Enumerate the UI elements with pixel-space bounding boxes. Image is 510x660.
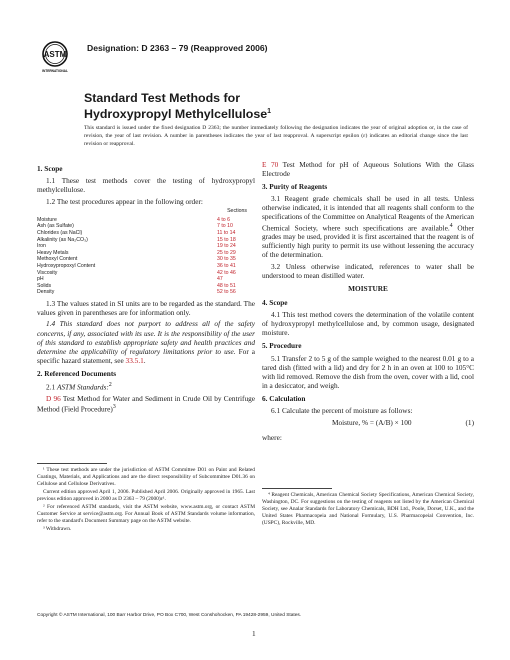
footnotes-left [37, 467, 255, 534]
astm-logo [37, 39, 73, 75]
sections-row-name: Ash (as Sulfate) [37, 223, 74, 230]
document-title [84, 91, 271, 121]
sections-row [37, 250, 255, 257]
sections-row [37, 243, 255, 250]
sections-row-name: Heavy Metals [37, 249, 69, 256]
paragraph-3-1: 3.1 Reagent grade chemicals shall be used in all tests. Unless otherwise indicated, it is intended that all reagents shall conform to the specifications of the Committee on Analytical Reagents of the American Chemical Society, where such specifications are available.$^4$ Other grades may be used, provided it is first ascertained that the reagent is of sufficiently high purity to permit its use without lessening the accuracy of the determination. [262, 194, 474, 260]
footnote-divider-left [37, 463, 107, 464]
sections-row-name: pH [37, 276, 44, 283]
paragraph-1-4: 1.4 This standard does not purport to address all of the safety concerns, if any, associated with its use. It is the responsibility of the user of this standard to establish appropriate safety and health practices and determine the applicability of regulatory limitations prior to use. For a specific hazard statement, see 33.5.1. [37, 319, 255, 365]
sections-row-link[interactable]: 48 to 51 [217, 282, 236, 289]
copyright-line: Copyright © ASTM International, 100 Barr Harbor Drive, PO Box C700, West Conshohocken, PA 19428-2959, United States. [37, 613, 302, 618]
sections-row-name: Chlorides (as NaCl) [37, 229, 83, 236]
equation-text: Moisture, % = (A/B) × 100 [332, 418, 412, 428]
designation: Designation: D 2363 – 79 (Reapproved 2006) [87, 43, 268, 53]
section-heading-purity: 3. Purity of Reagents [262, 182, 328, 192]
sections-row [37, 223, 255, 230]
right-column [262, 160, 474, 445]
sections-row-name: Moisture [37, 216, 57, 223]
footnotes-right [262, 492, 474, 528]
sections-column-header: Sections [227, 208, 247, 215]
reference-e70: E 70 Test Method for pH of Aqueous Solutions With the Glass Electrode [262, 160, 474, 179]
sections-row-name: Methoxyl Content [37, 256, 78, 263]
section-heading-calculation: 6. Calculation [262, 393, 306, 403]
footnote-4: ⁴ Reagent Chemicals, American Chemical Society Specifications, American Chemical Society, Washington, DC. For suggestions on the testing of reagents not listed by the American Chemical Society, see Analar Standards for Laboratory Chemicals, BDH Ltd., Poole, Dorset, U.K., and the United States Pharmacopeia and National Formulary, U.S. Pharmacopeial Convention, Inc. (USPC), Rockville, MD. [262, 492, 474, 526]
sections-row-name: Hydroxypropoxyl Content [37, 262, 96, 269]
footnote-1: ¹ These test methods are under the jurisdiction of ASTM Committee D01 on Paint and Related Coatings, Materials, and Applications and are the direct responsibility of Subcommittee D01.36 on Cellulose and Cellulose Derivatives. [37, 467, 255, 487]
sections-row [37, 230, 255, 237]
equation-number: (1) [465, 418, 474, 428]
svg-text:ASTM: ASTM [43, 50, 67, 59]
sections-row [37, 289, 255, 296]
sections-row [37, 283, 255, 290]
link-d96[interactable]: D 96 [46, 393, 61, 403]
equation-1 [262, 418, 474, 427]
sections-row-link[interactable]: 36 to 41 [217, 262, 236, 269]
title-line-2: Hydroxypropyl Methylcellulose$^1$ [84, 107, 272, 122]
footnote-2: ² For referenced ASTM standards, visit the ASTM website, www.astm.org, or contact ASTM Customer Service at service@astm.org. For Annual Book of ASTM Standards volume information, refer to the standard's Document Summary page on the ASTM website. [37, 504, 255, 524]
section-heading-referenced: 2. Referenced Documents [37, 368, 117, 378]
sections-row-name: Solids [37, 282, 52, 289]
sections-row [37, 276, 255, 283]
section-heading-scope-4: 4. Scope [262, 298, 288, 308]
paragraph-2-1: 2.1 ASTM Standards:$^2$ [46, 382, 112, 392]
section-heading-procedure: 5. Procedure [262, 341, 302, 351]
left-column [37, 160, 255, 416]
sections-row-link[interactable]: 19 to 24 [217, 243, 236, 250]
sections-row-link[interactable]: 25 to 29 [217, 249, 236, 256]
link-e70[interactable]: E 70 [262, 160, 279, 169]
footnote-3: ³ Withdrawn. [43, 526, 72, 532]
title-line-1: Standard Test Methods for [84, 91, 241, 105]
sections-row-link[interactable]: 7 to 10 [217, 223, 233, 230]
sections-row [37, 263, 255, 270]
sections-row-link[interactable]: 42 to 46 [217, 269, 236, 276]
paragraph-1-2: 1.2 The test procedures appear in the following order: [46, 196, 203, 206]
svg-text:INTERNATIONAL: INTERNATIONAL [42, 69, 68, 73]
paragraph-3-2: 3.2 Unless otherwise indicated, references to water shall be understood to mean distilled water. [262, 261, 474, 280]
section-heading-scope: 1. Scope [37, 164, 63, 173]
sections-row [37, 217, 255, 224]
sections-row-link[interactable]: 52 to 56 [217, 289, 236, 296]
sections-table [37, 208, 255, 296]
footnote-divider-right [262, 488, 332, 489]
paragraph-1-1: 1.1 These test methods cover the testing of hydroxypropyl methylcellulose. [37, 176, 255, 195]
where-label: where: [262, 433, 282, 443]
sections-row-name: Density [37, 289, 55, 296]
page-number: 1 [252, 629, 256, 638]
sections-row-link[interactable]: 47 [217, 276, 223, 283]
paragraph-4-1: 4.1 This test method covers the determination of the volatile content of hydroxypropyl methylcellulose and, by common usage, designated moisture. [262, 310, 474, 338]
footnote-1-edition: Current edition approved April 1, 2006. Published April 2006. Originally approved in 1965. Last previous edition approved in 2000 as D 2363 – 79 (2000)ε¹. [37, 489, 255, 502]
paragraph-6-1: 6.1 Calculate the percent of moisture as follows: [271, 405, 413, 415]
paragraph-1-3: 1.3 The values stated in SI units are to be regarded as the standard. The values given in parentheses are for information only. [37, 298, 255, 317]
sections-row-link[interactable]: 30 to 35 [217, 256, 236, 263]
paragraph-5-1: 5.1 Transfer 2 to 5 g of the sample weighed to the nearest 0.01 g to a tared dish (fitted with a lid) and dry for 2 h in an oven at 100 to 105°C with lid removed. Remove the dish from the oven, cover with a lid, cool in a desiccator, and weigh. [262, 353, 474, 390]
link-33-5-1[interactable]: 33.5.1 [125, 355, 144, 365]
sections-row [37, 256, 255, 263]
sections-row [37, 237, 255, 244]
moisture-heading: MOISTURE [348, 283, 388, 293]
issuance-note: This standard is issued under the fixed designation D 2363; the number immediately following the designation indicates the year of original adoption or, in the case of revision, the year of last revision. A number in parentheses indicates the year of last reapproval. A superscript epsilon (ε) indicates an editorial change since the last revision or reapproval. [84, 125, 468, 147]
sections-row-name: Iron [37, 243, 46, 250]
sections-row-name: Viscosity [37, 269, 58, 276]
sections-row-name: Alkalinity (as Na₂CO₃) [37, 236, 88, 243]
reference-d96: D 96 Test Method for Water and Sediment in Crude Oil by Centrifuge Method (Field Procedure)$^3$ [37, 393, 255, 414]
sections-row-link[interactable]: 4 to 6 [217, 216, 230, 223]
sections-row [37, 270, 255, 277]
sections-row-link[interactable]: 15 to 18 [217, 236, 236, 243]
sections-row-link[interactable]: 11 to 14 [217, 229, 236, 236]
